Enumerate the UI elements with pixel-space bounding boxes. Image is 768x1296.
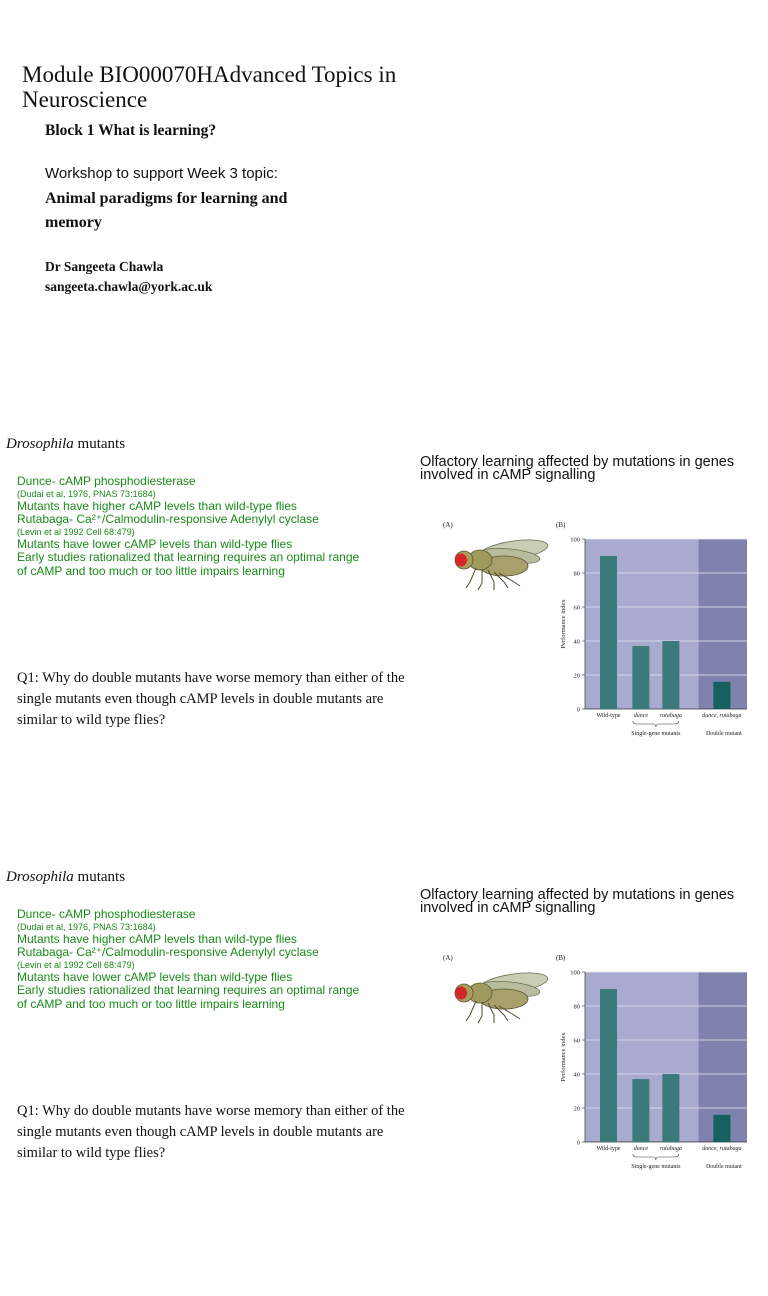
bar-0	[600, 556, 617, 709]
note-line: Rutabaga- Ca²⁺/Calmodulin-responsive Adenylyl cyclase	[17, 512, 319, 526]
workshop-line: Workshop to support Week 3 topic:	[45, 165, 278, 182]
note-line: Mutants have higher cAMP levels than wild-type flies	[17, 498, 297, 513]
author-name: Dr Sangeeta Chawla	[45, 259, 164, 274]
slide-drosophila-mutants	[0, 430, 768, 863]
note-line: Dunce- cAMP phosphodiesterase	[17, 907, 196, 921]
question-q1: Q1: Why do double mutants have worse memory than either of the single mutants even though cAMP levels in double mutants are similar to wild type flies?	[17, 1103, 405, 1161]
citation-line: (Dudai et al, 1976, PNAS 73:1684)	[17, 921, 156, 932]
question-q1: Q1: Why do double mutants have worse memory than either of the single mutants even though cAMP levels in double mutants are similar to wild type flies?	[17, 670, 405, 728]
group-bracket	[633, 1154, 679, 1160]
y-axis-label: Performance index	[560, 599, 567, 649]
y-tick-label: 0	[576, 706, 580, 714]
heading-genus: Drosophila	[6, 436, 74, 452]
x-tick-label: dunce	[633, 1146, 649, 1152]
bar-3	[713, 1115, 730, 1142]
panel-a-label: (A)	[443, 521, 453, 529]
chart-title: Olfactory learning affected by mutations in genes involved in cAMP signalling	[420, 454, 735, 483]
plot-area	[560, 970, 747, 1171]
y-axis-label: Performance index	[560, 1032, 567, 1082]
group-bracket	[633, 721, 679, 727]
heading-rest: mutants	[73, 436, 126, 452]
panel-a-label: (A)	[443, 954, 453, 962]
performance-bar-chart	[552, 534, 752, 764]
x-tick-label: dunce	[633, 713, 649, 719]
y-tick-label: 60	[573, 604, 580, 612]
chart-title: Olfactory learning affected by mutations in genes involved in cAMP signalling	[420, 887, 735, 916]
author-block	[45, 257, 212, 297]
bar-0	[600, 989, 617, 1142]
slide-heading	[6, 869, 125, 886]
note-line: Mutants have lower cAMP levels than wild-type flies	[17, 969, 293, 984]
y-tick-label: 20	[573, 1105, 580, 1113]
y-tick-label: 100	[570, 969, 580, 977]
author-email: sangeeta.chawla@york.ac.uk	[45, 279, 213, 294]
fruit-fly-illustration	[444, 963, 552, 1025]
note-line: Mutants have higher cAMP levels than wild-type flies	[17, 931, 297, 946]
bar-2	[662, 1074, 679, 1142]
plot-area	[560, 537, 747, 738]
citation-line: (Levin et al 1992 Cell 68:479)	[17, 526, 135, 537]
y-tick-label: 40	[573, 638, 580, 646]
note-line: Early studies rationalized that learning requires an optimal range of cAMP and too much or too little impairs learning	[17, 983, 360, 1011]
x-tick-label: Wild-type	[596, 713, 621, 719]
note-line: Early studies rationalized that learning requires an optimal range of cAMP and too much or too little impairs learning	[17, 550, 360, 578]
x-tick-label: Wild-type	[596, 1146, 621, 1152]
y-tick-label: 40	[573, 1071, 580, 1079]
heading-genus: Drosophila	[6, 869, 74, 885]
bar-1	[632, 1079, 649, 1142]
y-tick-label: 0	[576, 1139, 580, 1147]
x-tick-label: rutabaga	[659, 713, 682, 719]
fruit-fly-illustration	[444, 530, 552, 592]
performance-bar-chart	[552, 967, 752, 1197]
group-label-single: Single-gene mutants	[631, 1164, 681, 1170]
x-tick-label: rutabaga	[659, 1146, 682, 1152]
slide-drosophila-mutants-repeat	[0, 863, 768, 1296]
slide-heading	[6, 436, 125, 453]
heading-rest: mutants	[73, 869, 126, 885]
module-title: Module BIO00070HAdvanced Topics in Neuroscience	[22, 62, 397, 112]
panel-b-label: (B)	[556, 954, 566, 962]
y-tick-label: 80	[573, 1003, 580, 1011]
bar-3	[713, 682, 730, 709]
note-line: Mutants have lower cAMP levels than wild-type flies	[17, 536, 293, 551]
mutant-notes	[17, 908, 367, 1011]
note-line: Dunce- cAMP phosphodiesterase	[17, 474, 196, 488]
topic-title: Animal paradigms for learning and memory	[45, 190, 288, 231]
group-label-double: Double mutant	[705, 731, 742, 737]
citation-line: (Dudai et al, 1976, PNAS 73:1684)	[17, 488, 156, 499]
block-title: Block 1 What is learning?	[45, 122, 217, 139]
mutant-notes	[17, 475, 367, 578]
y-tick-label: 60	[573, 1037, 580, 1045]
y-tick-label: 100	[570, 536, 580, 544]
y-tick-label: 20	[573, 672, 580, 680]
y-tick-label: 80	[573, 570, 580, 578]
bar-1	[632, 646, 649, 709]
group-label-double: Double mutant	[705, 1164, 742, 1170]
x-tick-label: dunce, rutabaga	[702, 713, 742, 719]
group-label-single: Single-gene mutants	[631, 731, 681, 737]
note-line: Rutabaga- Ca²⁺/Calmodulin-responsive Adenylyl cyclase	[17, 945, 319, 959]
citation-line: (Levin et al 1992 Cell 68:479)	[17, 959, 135, 970]
x-tick-label: dunce, rutabaga	[702, 1146, 742, 1152]
bar-2	[662, 641, 679, 709]
panel-b-label: (B)	[556, 521, 566, 529]
